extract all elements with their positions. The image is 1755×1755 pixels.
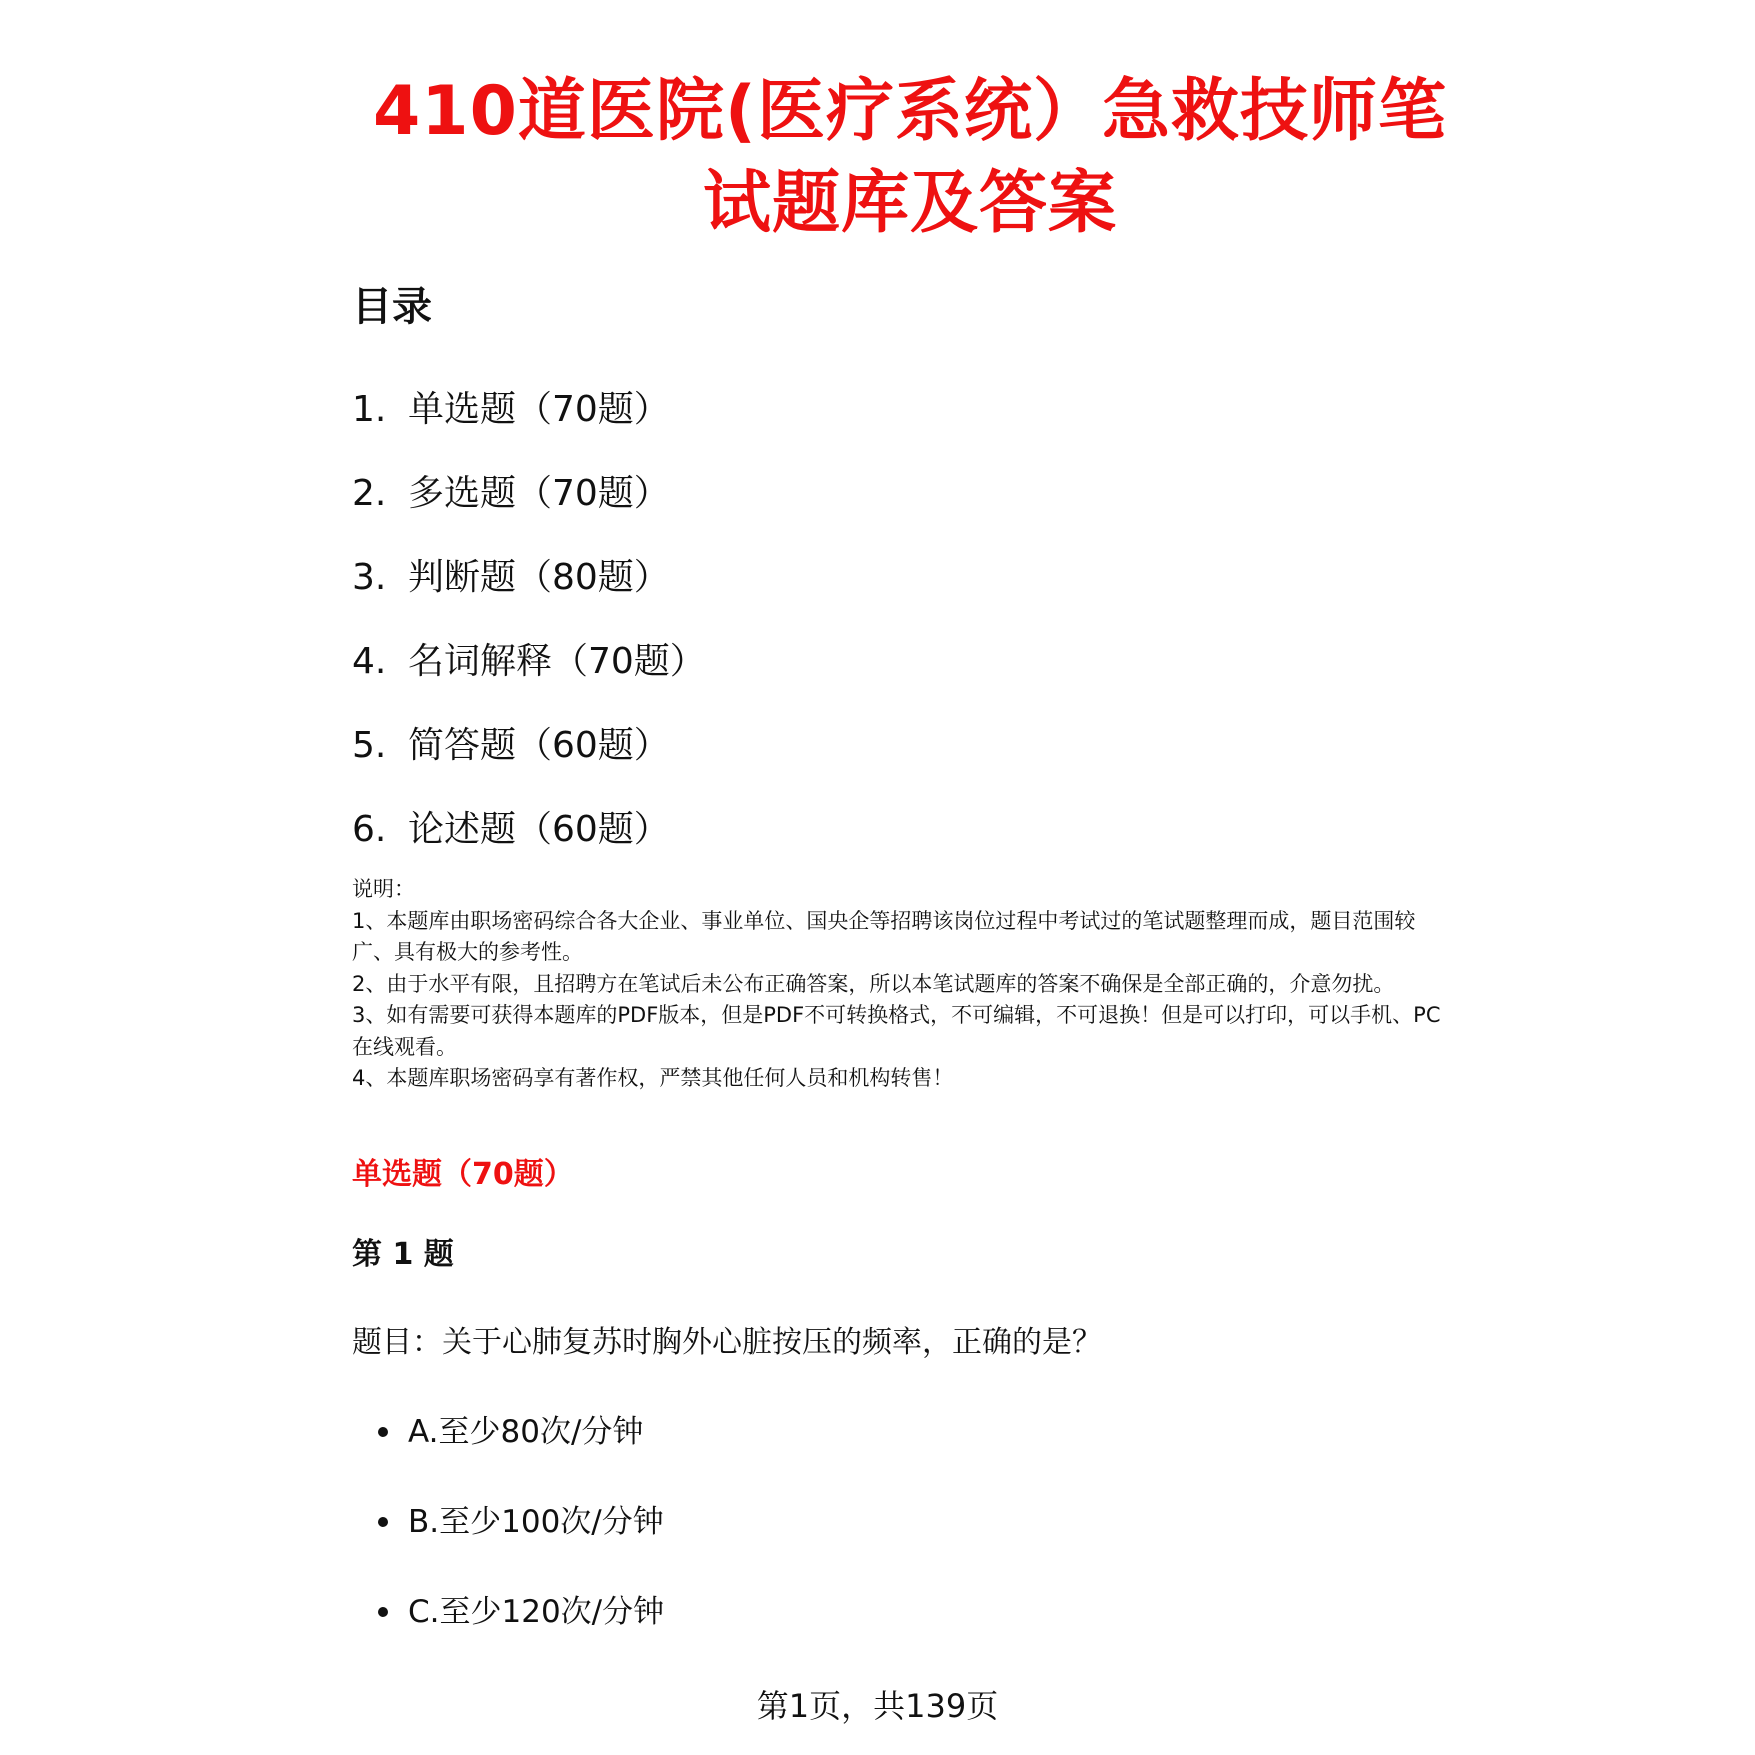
answer-option[interactable]	[352, 1412, 664, 1502]
answer-option-label: A.至少80次/分钟	[408, 1414, 644, 1450]
toc-item[interactable]	[352, 704, 706, 788]
table-of-contents	[352, 368, 706, 872]
note-item: 3、如有需要可获得本题库的PDF版本，但是PDF不可转换格式，不可编辑，不可退换！但是可以打印，可以手机、PC在线观看。	[352, 1003, 1441, 1059]
toc-item[interactable]	[352, 788, 706, 872]
toc-item[interactable]	[352, 368, 706, 452]
toc-item-number: 4.	[352, 641, 387, 682]
answer-option[interactable]	[352, 1502, 664, 1592]
bullet-icon	[378, 1427, 388, 1437]
toc-item-number: 2.	[352, 473, 387, 514]
question-text: 题目：关于心肺复苏时胸外心脏按压的频率，正确的是？	[352, 1325, 1102, 1360]
toc-item-number: 5.	[352, 725, 387, 766]
toc-item-label: 简答题（60题）	[408, 725, 670, 766]
section-heading: 单选题（70题）	[352, 1157, 574, 1192]
note-item: 1、本题库由职场密码综合各大企业、事业单位、国央企等招聘该岗位过程中考试过的笔试题整理而成，题目范围较广、具有极大的参考性。	[352, 908, 1416, 964]
toc-item-label: 论述题（60题）	[408, 809, 670, 850]
toc-item-number: 6.	[352, 809, 387, 850]
toc-item-number: 3.	[352, 557, 387, 598]
note-item: 2、由于水平有限，且招聘方在笔试后未公布正确答案，所以本笔试题库的答案不确保是全部正确的，介意勿扰。	[352, 971, 1395, 996]
answer-options	[352, 1412, 664, 1682]
toc-item[interactable]	[352, 536, 706, 620]
toc-item[interactable]	[352, 452, 706, 536]
toc-item-label: 名词解释（70题）	[408, 641, 706, 682]
answer-option[interactable]	[352, 1592, 664, 1682]
note-item: 4、本题库职场密码享有著作权，严禁其他任何人员和机构转售！	[352, 1066, 954, 1090]
toc-item[interactable]	[352, 620, 706, 704]
notes-heading: 说明：	[352, 877, 415, 901]
answer-option-label: C.至少120次/分钟	[408, 1594, 665, 1630]
answer-option-label: B.至少100次/分钟	[408, 1504, 664, 1540]
page-footer: 第1页，共139页	[756, 1687, 999, 1725]
toc-item-label: 多选题（70题）	[408, 473, 670, 514]
notes-block	[352, 874, 1452, 1095]
bullet-icon	[378, 1517, 388, 1527]
toc-heading: 目录	[352, 284, 432, 330]
document-title: 410道医院(医疗系统）急救技师笔试题库及答案	[372, 72, 1448, 243]
question-number: 第 1 题	[352, 1237, 454, 1272]
toc-item-label: 单选题（70题）	[408, 389, 670, 430]
bullet-icon	[378, 1607, 388, 1617]
toc-item-number: 1.	[352, 389, 387, 430]
toc-item-label: 判断题（80题）	[408, 557, 670, 598]
